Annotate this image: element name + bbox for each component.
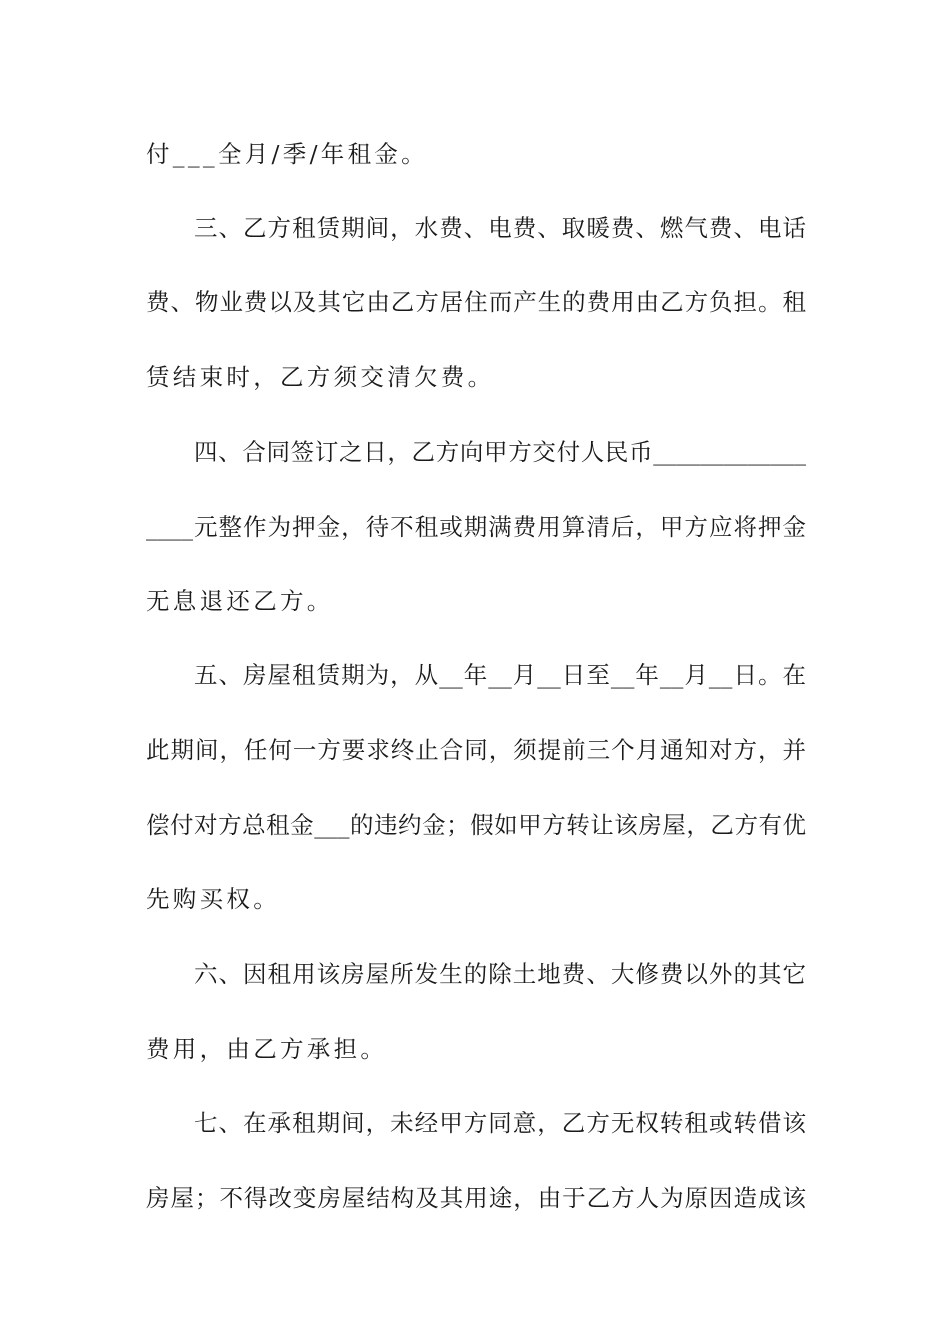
paragraph-4-line-2: ____元整作为押金，待不租或期满费用算清后，甲方应将押金 xyxy=(146,513,806,541)
paragraph-5-line-1: 五、房屋租赁期为，从__年__月__日至__年__月__日。在 xyxy=(194,661,806,689)
paragraph-3-line-3: 赁结束时，乙方须交清欠费。 xyxy=(146,363,495,391)
paragraph-6-line-1: 六、因租用该房屋所发生的除土地费、大修费以外的其它 xyxy=(194,960,806,988)
paragraph-6-line-2: 费用，由乙方承担。 xyxy=(146,1035,388,1063)
paragraph-5-line-3: 偿付对方总租金___的违约金；假如甲方转让该房屋，乙方有优 xyxy=(146,811,806,839)
paragraph-7-line-1: 七、在承租期间，未经甲方同意，乙方无权转租或转借该 xyxy=(194,1109,806,1137)
paragraph-4-line-3: 无息退还乙方。 xyxy=(146,587,334,615)
paragraph-3-line-1: 三、乙方租赁期间，水费、电费、取暖费、燃气费、电话 xyxy=(194,214,806,242)
paragraph-5-line-2: 此期间，任何一方要求终止合同，须提前三个月通知对方，并 xyxy=(146,736,806,764)
paragraph-5-line-4: 先购买权。 xyxy=(146,885,280,913)
paragraph-4-line-1: 四、合同签订之日，乙方向甲方交付人民币_____________ xyxy=(194,438,806,466)
paragraph-7-line-2: 房屋；不得改变房屋结构及其用途，由于乙方人为原因造成该 xyxy=(146,1184,806,1212)
paragraph-3-line-2: 费、物业费以及其它由乙方居住而产生的费用由乙方负担。租 xyxy=(146,288,806,316)
text-line: 付___全月/季/年租金。 xyxy=(146,140,428,168)
